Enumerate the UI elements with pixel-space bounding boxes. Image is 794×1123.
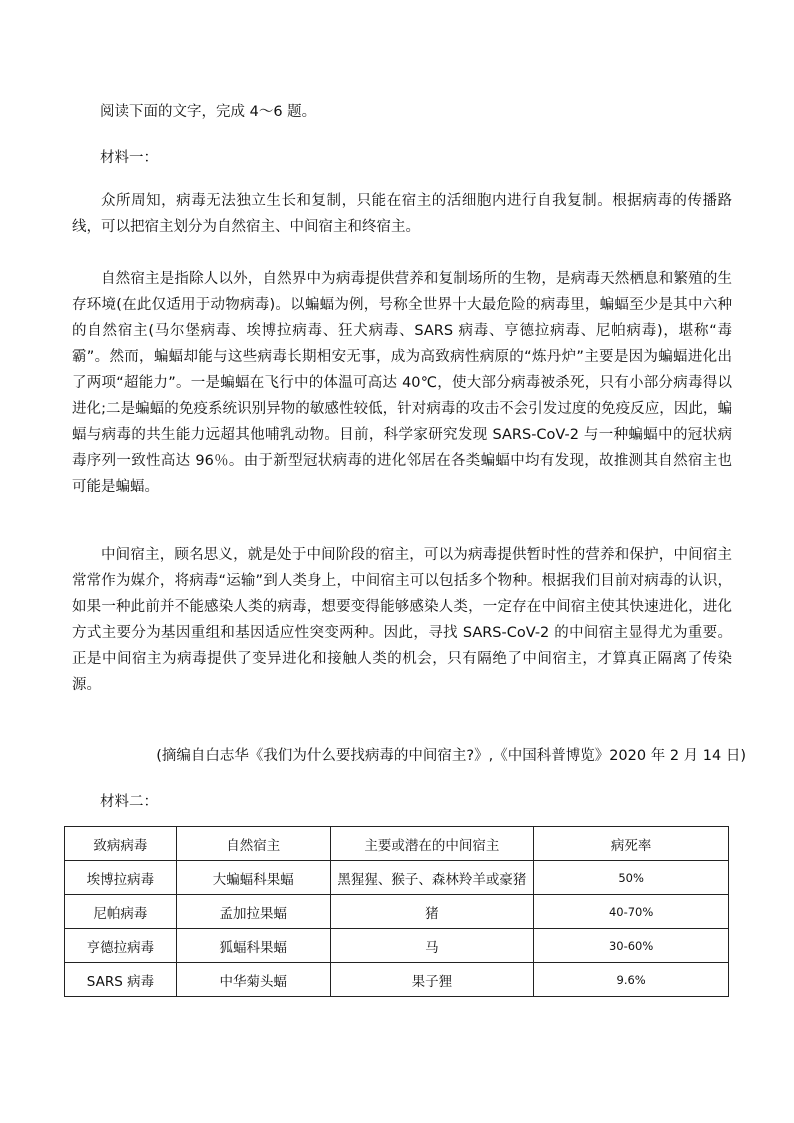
table-cell: 黑猩猩、猴子、森林羚羊或豪猪: [330, 861, 534, 895]
material2-heading: 材料二：: [100, 794, 158, 810]
table-cell: 中华菊头蝠: [176, 963, 330, 997]
table-header-cell: 病死率: [534, 827, 729, 861]
table-row: [65, 861, 729, 895]
table-cell: 9.6%: [534, 963, 729, 997]
material1-heading: 材料一：: [100, 150, 158, 166]
material1-paragraph-3: 中间宿主，顾名思义，就是处于中间阶段的宿主，可以为病毒提供暂时性的营养和保护，中间宿主常常作为媒介，将病毒“运输”到人类身上，中间宿主可以包括多个物种。根据我们目前对病毒的认识，如果一种此前并不能感染人类的病毒，想要变得能够感染人类，一定存在中间宿主使其快速进化，进化方式主要分为基因重组和基因适应性突变两种。因此，寻找 SARS-CoV-2 的中间宿主显得尤为重要。正是中间宿主为病毒提供了变异进化和接触人类的机会，只有隔绝了中间宿主，才算真正隔离了传染源。: [72, 547, 732, 693]
material1-paragraph-1: 众所周知，病毒无法独立生长和复制，只能在宿主的活细胞内进行自我复制。根据病毒的传播路线，可以把宿主划分为自然宿主、中间宿主和终宿主。: [72, 193, 732, 235]
virus-host-table: [64, 826, 729, 997]
table-row: [65, 929, 729, 963]
table-cell: 埃博拉病毒: [65, 861, 177, 895]
table-cell: 果子狸: [330, 963, 534, 997]
table-cell: SARS 病毒: [65, 963, 177, 997]
table-row: [65, 963, 729, 997]
table-cell: 40-70%: [534, 895, 729, 929]
table-header-cell: 自然宿主: [176, 827, 330, 861]
table-cell: 猪: [330, 895, 534, 929]
table-cell: 孟加拉果蝠: [176, 895, 330, 929]
table-cell: 狐蝠科果蝠: [176, 929, 330, 963]
table-cell: 50%: [534, 861, 729, 895]
table-cell: 30-60%: [534, 929, 729, 963]
table-header-cell: 致病病毒: [65, 827, 177, 861]
table-header-row: [65, 827, 729, 861]
material1-source-citation: (摘编自白志华《我们为什么要找病毒的中间宿主?》,《中国科普博览》2020 年 2 月 14 日): [156, 748, 746, 764]
table-row: [65, 895, 729, 929]
instruction-text: 阅读下面的文字，完成 4～6 题。: [100, 104, 317, 120]
table-cell: 马: [330, 929, 534, 963]
table-cell: 亨德拉病毒: [65, 929, 177, 963]
material1-paragraph-2: 自然宿主是指除人以外，自然界中为病毒提供营养和复制场所的生物，是病毒天然栖息和繁殖的生存环境(在此仅适用于动物病毒)。以蝙蝠为例，号称全世界十大最危险的病毒里，蝙蝠至少是其中六种的自然宿主(马尔堡病毒、埃博拉病毒、狂犬病毒、SARS 病毒、亨德拉病毒、尼帕病毒)，堪称“毒霸”。然而，蝙蝠却能与这些病毒长期相安无事，成为高致病性病原的“炼丹炉”主要是因为蝙蝠进化出了两项“超能力”。一是蝙蝠在飞行中的体温可高达 40℃，使大部分病毒被杀死，只有小部分病毒得以进化;二是蝙蝠的免疫系统识别异物的敏感性较低，针对病毒的攻击不会引发过度的免疫反应，因此，蝙蝠与病毒的共生能力远超其他哺乳动物。目前，科学家研究发现 SARS-CoV-2 与一种蝙蝠中的冠状病毒序列一致性高达 96％。由于新型冠状病毒的进化邻居在各类蝙蝠中均有发现，故推测其自然宿主也可能是蝙蝠。: [72, 271, 732, 495]
table-cell: 大蝙蝠科果蝠: [176, 861, 330, 895]
table-header-cell: 主要或潜在的中间宿主: [330, 827, 534, 861]
table-cell: 尼帕病毒: [65, 895, 177, 929]
